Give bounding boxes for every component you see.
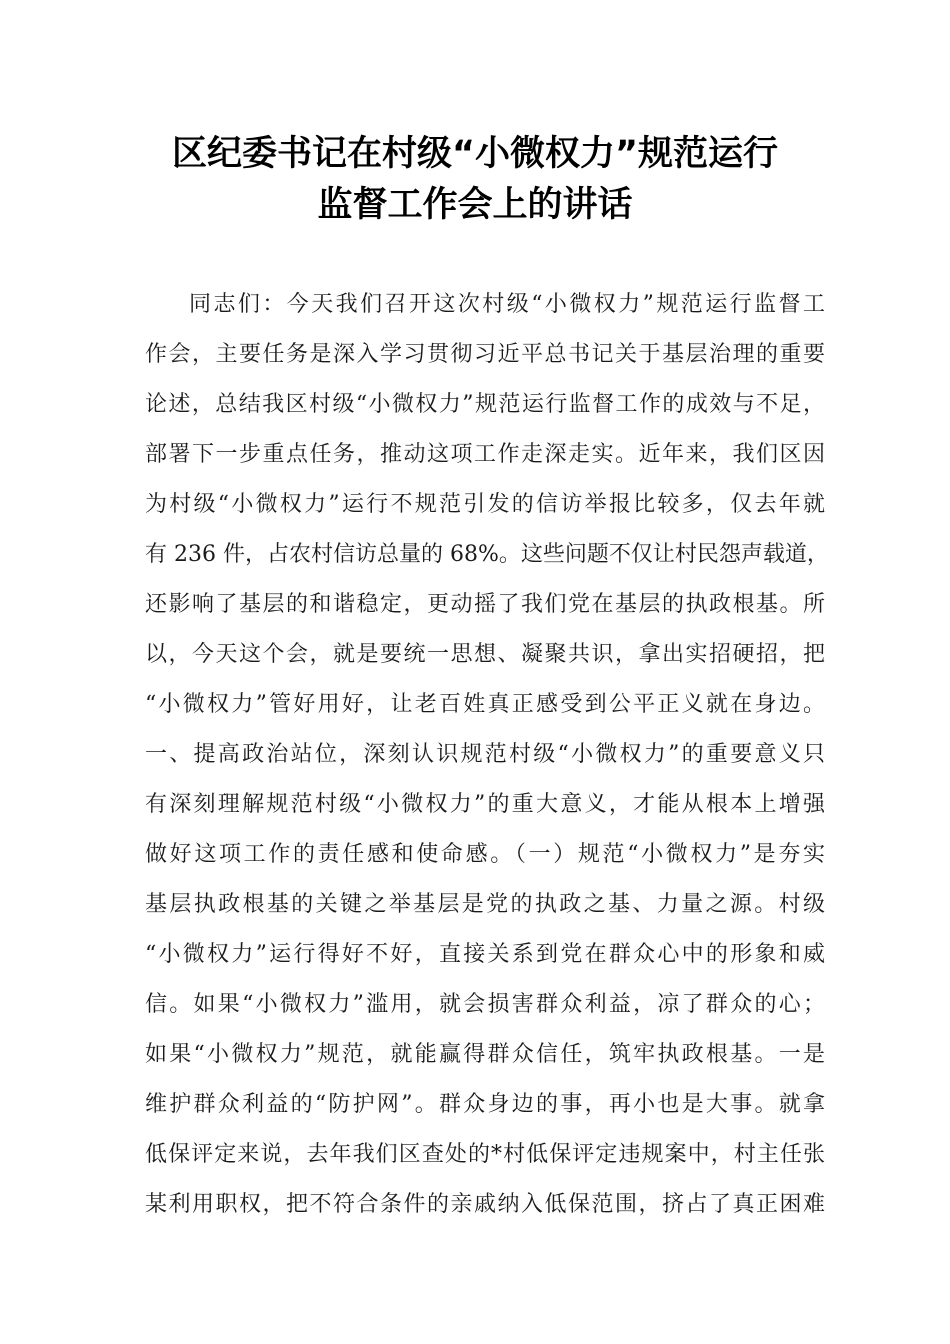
body-line: 以，今天这个会，就是要统一思想、凝聚共识，拿出实招硬招，把 [145, 642, 825, 667]
document-body [145, 280, 829, 1230]
body-line: 基层执政根基的关键之举基层是党的执政之基、力量之源。村级 [145, 892, 825, 917]
body-line: 论述，总结我区村级“小微权力”规范运行监督工作的成效与不足， [145, 392, 825, 417]
document-title-line-2: 监督工作会上的讲话 [317, 185, 633, 225]
body-line: “小微权力”管好用好，让老百姓真正感受到公平正义就在身边。 [145, 692, 825, 717]
body-line: 为村级“小微权力”运行不规范引发的信访举报比较多，仅去年就 [145, 492, 825, 517]
body-line: 同志们：今天我们召开这次村级“小微权力”规范运行监督工 [189, 292, 825, 317]
body-line: 做好这项工作的责任感和使命感。（一）规范“小微权力”是夯实 [145, 842, 825, 867]
body-line: 如果“小微权力”规范，就能赢得群众信任，筑牢执政根基。一是 [145, 1042, 825, 1067]
body-line: 部署下一步重点任务，推动这项工作走深走实。近年来，我们区因 [145, 442, 825, 467]
body-line: 有 236 件，占农村信访总量的 68%。这些问题不仅让村民怨声载道， [145, 542, 829, 567]
body-line: 维护群众利益的“防护网”。群众身边的事，再小也是大事。就拿 [145, 1092, 825, 1117]
body-line: 有深刻理解规范村级“小微权力”的重大意义，才能从根本上增强 [145, 792, 825, 817]
body-line: “小微权力”运行得好不好，直接关系到党在群众心中的形象和威 [145, 942, 825, 967]
body-line: 低保评定来说，去年我们区查处的*村低保评定违规案中，村主任张 [145, 1142, 825, 1167]
document-title-line-1: 区纪委书记在村级“小微权力”规范运行 [171, 134, 778, 174]
body-line: 信。如果“小微权力”滥用，就会损害群众利益，凉了群众的心； [145, 992, 825, 1017]
body-line: 还影响了基层的和谐稳定，更动摇了我们党在基层的执政根基。所 [145, 592, 825, 617]
body-line: 某利用职权，把不符合条件的亲戚纳入低保范围，挤占了真正困难 [145, 1192, 825, 1217]
body-line: 一、提高政治站位，深刻认识规范村级“小微权力”的重要意义只 [145, 742, 825, 767]
body-line: 作会，主要任务是深入学习贯彻习近平总书记关于基层治理的重要 [145, 342, 825, 367]
